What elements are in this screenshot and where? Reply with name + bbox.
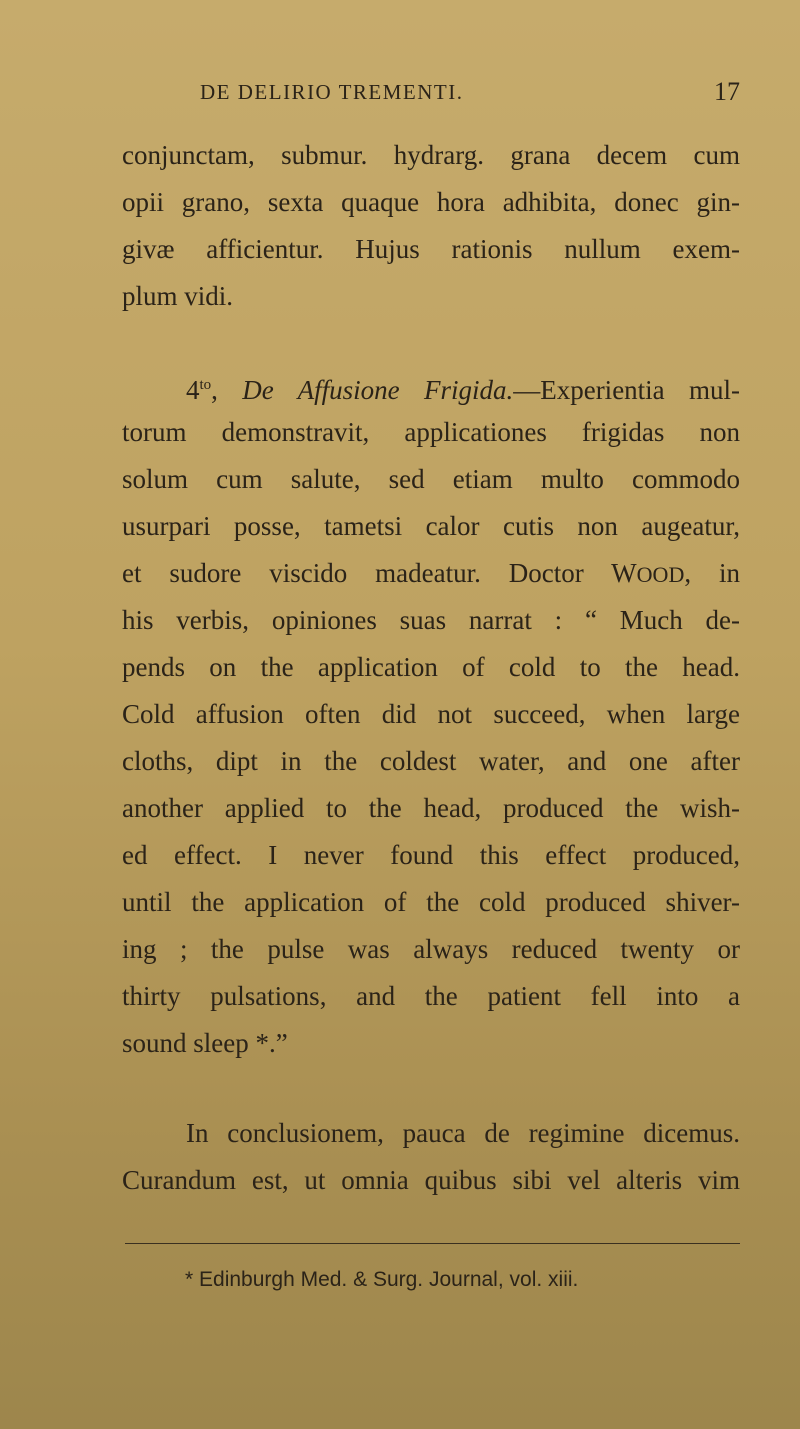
text-line: ed effect. I never found this effect produced,: [122, 840, 740, 870]
text-line: In conclusionem, pauca de regimine dicemus.: [186, 1118, 740, 1148]
running-header: [200, 77, 740, 116]
text-line: Curandum est, ut omnia quibus sibi vel alteris vim: [122, 1165, 740, 1195]
footnote: * Edinburgh Med. & Surg. Journal, vol. xiii.: [185, 1268, 579, 1291]
text-line: usurpari posse, tametsi calor cutis non augeatur,: [122, 511, 740, 541]
text-line: solum cum salute, sed etiam multo commodo: [122, 464, 740, 494]
paragraph-heading-line: $4^{to}$, De Affusione Frigida.—Experientia mul-: [186, 375, 741, 405]
section-number: 4: [186, 375, 200, 405]
text-line: pends on the application of cold to the head.: [122, 652, 740, 682]
text-line: ing ; the pulse was always reduced twenty or: [122, 934, 740, 964]
text-line: Cold affusion often did not succeed, when large: [122, 699, 740, 729]
text-line: another applied to the head, produced the wish-: [122, 793, 740, 823]
footnote-rule: [125, 1243, 740, 1244]
small-caps: OOD: [636, 562, 685, 587]
ordinal-suffix: to: [199, 377, 212, 393]
section-title: De Affusione Frigida.: [242, 375, 514, 405]
text-line: givæ afficientur. Hujus rationis nullum exem-: [122, 234, 740, 264]
text-line: conjunctam, submur. hydrarg. grana decem cum: [122, 140, 740, 170]
text-line: opii grano, sexta quaque hora adhibita, donec gin-: [122, 187, 740, 217]
text-line: [122, 556, 740, 592]
page-number: 17: [714, 77, 740, 106]
text-line: plum vidi.: [122, 281, 234, 311]
running-title: DE DELIRIO TREMENTI.: [200, 80, 464, 104]
text-line: thirty pulsations, and the patient fell into a: [122, 981, 740, 1011]
text-line: torum demonstravit, applicationes frigidas non: [122, 417, 740, 447]
text-span: , in: [684, 558, 740, 588]
text-line: until the application of the cold produced shiver-: [122, 887, 740, 917]
text-line: his verbis, opiniones suas narrat : “ Much de-: [122, 605, 740, 635]
text-line: cloths, dipt in the coldest water, and one after: [122, 746, 740, 776]
text-line: sound sleep *.”: [122, 1028, 288, 1058]
text-span: et sudore viscido madeatur. Doctor W: [122, 558, 637, 588]
text-line: —Experientia mul-: [513, 375, 741, 405]
